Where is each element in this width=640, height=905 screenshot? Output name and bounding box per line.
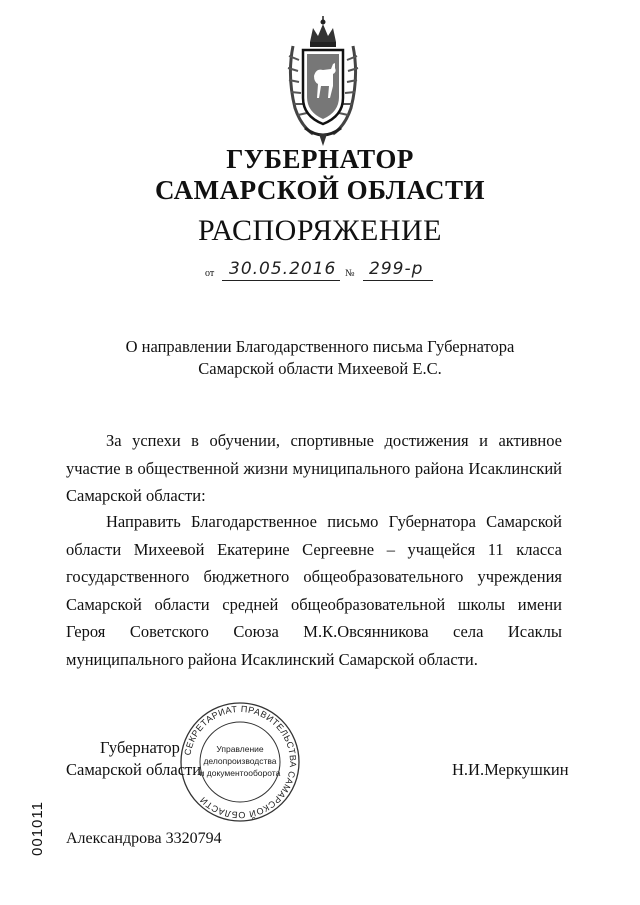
body-paragraph-2: Направить Благодарственное письмо Губернатора Самарской области Михеевой Екатерине Сергеевне – учащейся 11 класса государственного бюджетного общеобразовательного учреждения Самарской области средней общеобразовательной школы имени Героя Советского Союза М.К.Овсянникова села Исаклы муниципального района Исаклинский Самарской области. (66, 512, 562, 669)
side-serial-number: 001011 (28, 801, 46, 856)
stamp-ring-text: СЕКРЕТАРИАТ ПРАВИТЕЛЬСТВА САМАРСКОЙ ОБЛАСТИ (182, 703, 299, 821)
signatory-position-line2: Самарской области (66, 760, 202, 779)
coat-of-arms-icon (283, 16, 363, 148)
stamp-line3: и документооборота (199, 768, 281, 778)
number-label: № (345, 268, 355, 279)
date-value: 30.05.2016 (229, 259, 337, 279)
signatory-name: Н.И.Меркушкин (452, 760, 569, 779)
stamp-line2: делопроизводства (203, 756, 277, 766)
registration-line (205, 259, 445, 287)
document-type: РАСПОРЯЖЕНИЕ (197, 214, 443, 247)
issuer-title-line2: САМАРСКОЙ ОБЛАСТИ (154, 175, 486, 205)
issuer-title-line1: ГУБЕРНАТОР (226, 144, 414, 174)
signatory-position-line1: Губернатор (100, 738, 180, 757)
number-value: 299-р (369, 259, 424, 279)
subject (0, 336, 640, 380)
subject-line2: Самарской области Михеевой Е.С. (198, 359, 442, 378)
signatory-position (66, 737, 201, 781)
body-paragraph-1: За успехи в обучении, спортивные достижения и активное участие в общественной жизни муниципального района Исаклинский Самарской области: (66, 431, 562, 505)
executor-contact: Александрова 3320794 (66, 830, 222, 847)
subject-line1: О направлении Благодарственного письма Губернатора (125, 337, 515, 356)
stamp-line1: Управление (216, 744, 264, 754)
date-label: от (205, 268, 215, 279)
